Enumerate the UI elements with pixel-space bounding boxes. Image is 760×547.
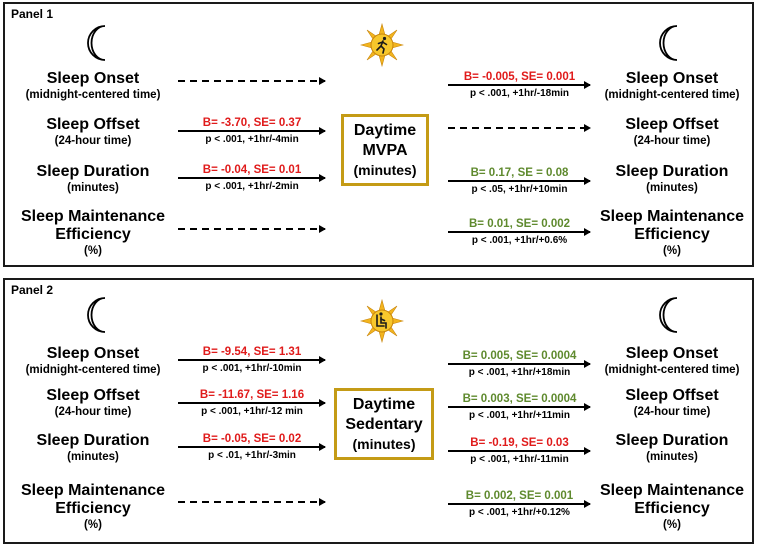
stat-label: B= 0.01, SE= 0.002 <box>468 218 571 230</box>
left-label-sleep-duration: Sleep Duration (minutes) <box>36 163 150 194</box>
stat-label: B= -3.70, SE= 0.37 <box>202 117 302 129</box>
right-label-sleep-onset: Sleep Onset (midnight-centered time) <box>604 345 740 376</box>
stat-label: B= 0.003, SE= 0.0004 <box>462 393 577 405</box>
panel-title: Panel 1 <box>11 7 54 21</box>
p-value-label: p < .001, +1hr/+11min <box>469 410 570 421</box>
p-value-label: p < .001, +1hr/-18min <box>470 88 569 99</box>
left-label-sleep-maintenance: Sleep Maintenance Efficiency (%) <box>20 208 166 257</box>
center-box-sedentary: Daytime Sedentary (minutes) <box>334 388 434 460</box>
p-value-label: p < .001, +1hr/-10min <box>202 363 302 374</box>
stat-label: B= -0.19, SE= 0.03 <box>470 437 569 449</box>
center-box-mvpa: Daytime MVPA (minutes) <box>341 114 429 186</box>
stat-label: B= 0.17, SE = 0.08 <box>470 167 569 179</box>
p-value-label: p < .001, +1hr/-2min <box>205 181 299 192</box>
right-label-sleep-duration: Sleep Duration (minutes) <box>615 163 729 194</box>
right-label-sleep-maintenance: Sleep Maintenance Efficiency (%) <box>599 208 745 257</box>
right-label-sleep-offset: Sleep Offset (24-hour time) <box>625 387 719 418</box>
p-value-label: p < .001, +1hr/-12 min <box>201 406 303 417</box>
left-label-sleep-offset: Sleep Offset (24-hour time) <box>46 387 140 418</box>
stat-label: B= -0.05, SE= 0.02 <box>202 433 302 445</box>
stat-label: B= -9.54, SE= 1.31 <box>202 346 302 358</box>
arrows-layer <box>5 4 752 265</box>
right-label-sleep-maintenance: Sleep Maintenance Efficiency (%) <box>599 482 745 531</box>
right-label-sleep-duration: Sleep Duration (minutes) <box>615 432 729 463</box>
p-value-label: p < .01, +1hr/-3min <box>208 450 296 461</box>
stat-label: B= 0.002, SE= 0.001 <box>465 490 574 502</box>
panel-1 <box>3 2 754 267</box>
right-label-sleep-onset: Sleep Onset (midnight-centered time) <box>604 70 740 101</box>
arrows-layer <box>5 280 752 542</box>
left-label-sleep-maintenance: Sleep Maintenance Efficiency (%) <box>20 482 166 531</box>
p-value-label: p < .001, +1hr/+18min <box>468 367 571 378</box>
p-value-label: p < .05, +1hr/+10min <box>471 184 568 195</box>
p-value-label: p < .001, +1hr/-4min <box>205 134 299 145</box>
stat-label: B= -0.005, SE= 0.001 <box>463 71 576 83</box>
right-label-sleep-offset: Sleep Offset (24-hour time) <box>625 116 719 147</box>
left-label-sleep-duration: Sleep Duration (minutes) <box>36 432 150 463</box>
p-value-label: p < .001, +1hr/+0.12% <box>469 507 570 518</box>
left-label-sleep-offset: Sleep Offset (24-hour time) <box>46 116 140 147</box>
left-label-sleep-onset: Sleep Onset (midnight-centered time) <box>25 70 161 101</box>
p-value-label: p < .001, +1hr/-11min <box>470 454 569 465</box>
p-value-label: p < .001, +1hr/+0.6% <box>471 235 568 246</box>
panel-2 <box>3 278 754 544</box>
stat-label: B= -11.67, SE= 1.16 <box>199 389 305 401</box>
stat-label: B= -0.04, SE= 0.01 <box>202 164 302 176</box>
stat-label: B= 0.005, SE= 0.0004 <box>462 350 577 362</box>
left-label-sleep-onset: Sleep Onset (midnight-centered time) <box>25 345 161 376</box>
panel-title: Panel 2 <box>11 283 54 297</box>
